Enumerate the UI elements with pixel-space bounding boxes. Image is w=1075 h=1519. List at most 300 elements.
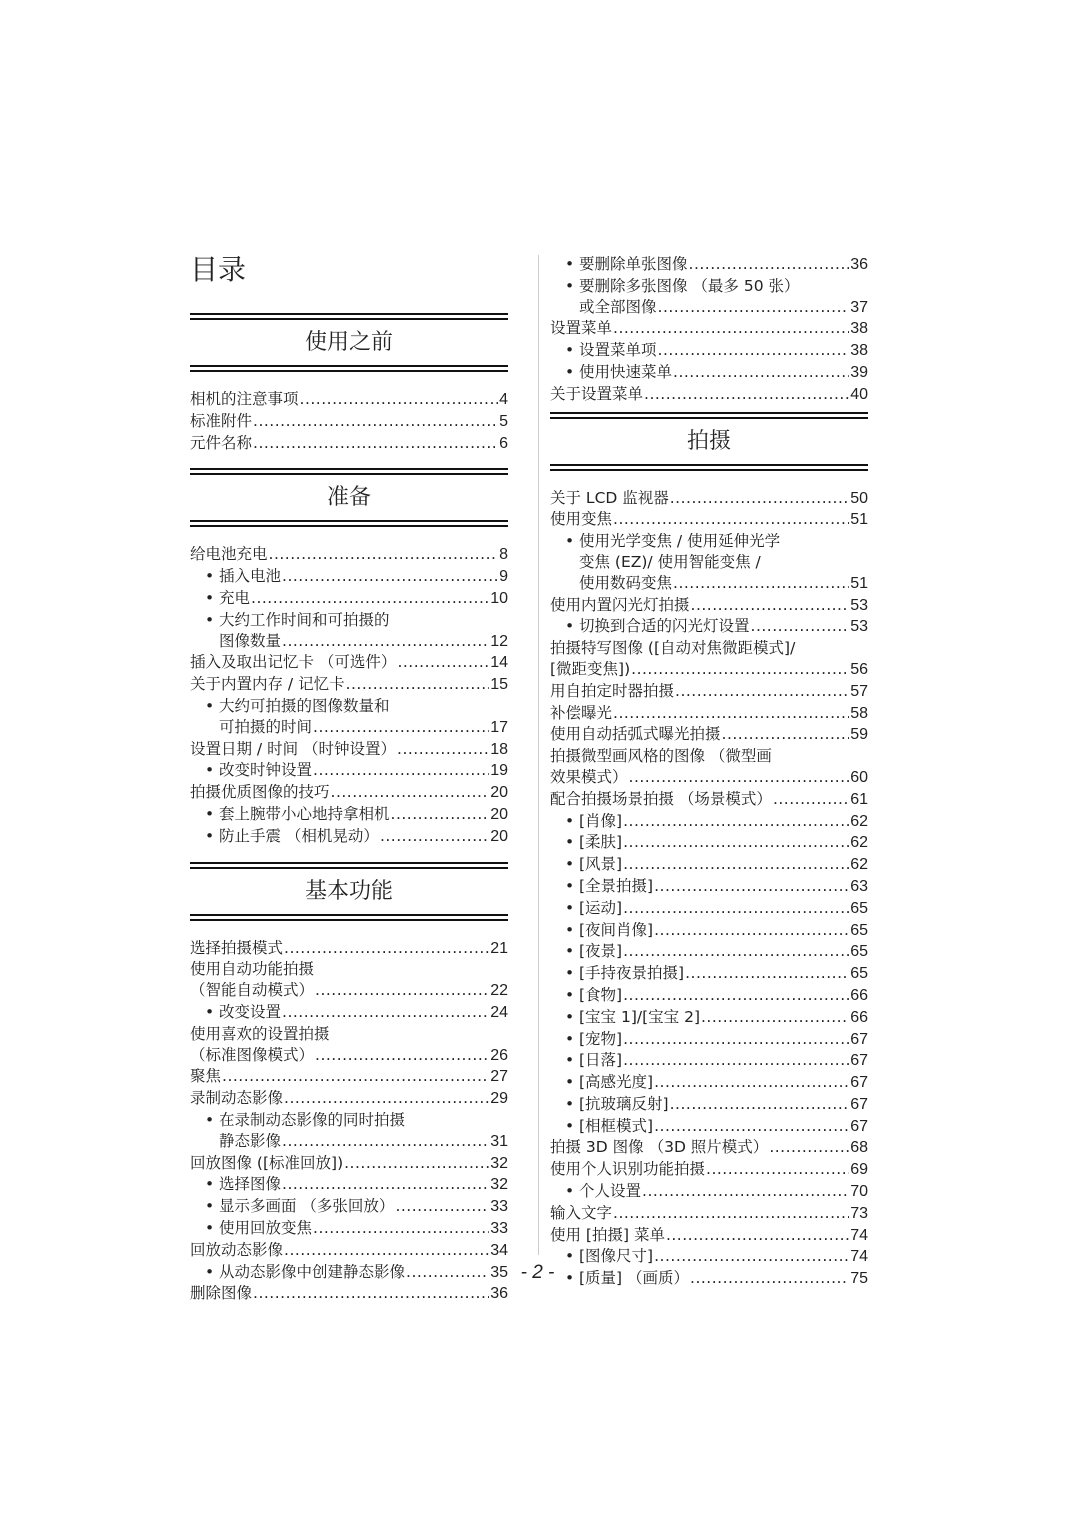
dot-leader (623, 811, 849, 832)
toc-entry-row (550, 488, 868, 510)
bullet-icon: • (565, 276, 575, 295)
toc-entry[interactable] (190, 696, 508, 739)
dot-leader (613, 509, 849, 530)
toc-entry-label: 使用回放变焦 (219, 1218, 313, 1237)
toc-entry-line: 使用喜欢的设置拍摄 (190, 1024, 330, 1043)
dot-leader (631, 659, 849, 680)
toc-entry-row (190, 544, 508, 566)
bullet-icon: • (565, 1269, 575, 1288)
dot-leader (222, 1066, 489, 1087)
toc-entry[interactable] (190, 1088, 508, 1110)
dot-leader (773, 789, 849, 810)
dot-leader (769, 1137, 849, 1158)
bullet-icon: • (565, 362, 575, 381)
toc-page-number: 65 (850, 899, 868, 917)
toc-entry[interactable] (550, 746, 868, 789)
toc-entry-row (579, 573, 868, 595)
toc-entry[interactable] (550, 595, 868, 617)
toc-entry-row (190, 782, 508, 804)
toc-entry-label: [质量] （画质） (579, 1269, 690, 1288)
toc-entry-row (579, 941, 868, 963)
toc-entries (550, 488, 868, 1290)
toc-page-number: 21 (490, 939, 508, 957)
dot-leader (644, 384, 849, 405)
toc-entry[interactable] (550, 985, 868, 1007)
toc-entry[interactable] (550, 1137, 868, 1159)
toc-entry[interactable] (190, 1024, 508, 1067)
dot-leader (623, 941, 849, 962)
toc-entry-row (550, 724, 868, 746)
dot-leader (654, 920, 849, 941)
toc-page-number: 70 (850, 1183, 868, 1201)
toc-entry[interactable] (550, 531, 868, 594)
toc-entry[interactable] (190, 1153, 508, 1175)
bullet-icon: • (205, 696, 215, 715)
bullet-icon: • (565, 876, 575, 895)
toc-page-number: 51 (850, 574, 868, 592)
toc-entry[interactable] (190, 959, 508, 1002)
toc-entry-label: 防止手震 （相机晃动） (219, 826, 379, 845)
dot-leader (613, 1203, 849, 1224)
toc-entry-line: 拍摄微型画风格的图像 （微型画 (550, 747, 772, 766)
toc-entry[interactable] (550, 638, 868, 681)
toc-entry[interactable] (550, 488, 868, 510)
toc-page-number: 32 (490, 1176, 508, 1194)
toc-page-number: 5 (499, 412, 508, 430)
toc-entry[interactable] (190, 1174, 508, 1196)
toc-page-number: 20 (490, 805, 508, 823)
toc-entry[interactable] (190, 610, 508, 653)
dot-leader (282, 631, 489, 652)
toc-entry[interactable] (190, 1066, 508, 1088)
toc-entry-label: 使用自动括弧式曝光拍摄 (550, 725, 721, 744)
toc-entry-row (550, 318, 868, 340)
toc-page-number: 58 (850, 704, 868, 722)
toc-entry-row (190, 938, 508, 960)
toc-entry[interactable] (550, 1203, 868, 1225)
bullet-icon: • (565, 532, 575, 551)
toc-entry-row (550, 1225, 868, 1247)
dot-leader (751, 616, 850, 637)
column-divider (538, 255, 539, 1255)
toc-page-number: 6 (499, 434, 508, 452)
toc-entry-row (190, 433, 508, 455)
toc-entry-row (579, 1007, 868, 1029)
toc-entry-row (219, 588, 508, 610)
dot-leader (706, 1159, 849, 1180)
double-rule (550, 464, 868, 471)
toc-entry[interactable] (550, 254, 868, 276)
toc-entry-label: [夜间肖像] (579, 920, 654, 939)
toc-page-number: 17 (490, 718, 508, 736)
toc-entry[interactable] (550, 941, 868, 963)
bullet-icon: • (565, 341, 575, 360)
section-heading: 使用之前 (304, 330, 393, 355)
toc-entry-label: 静态影像 (219, 1131, 282, 1150)
bullet-icon: • (205, 567, 215, 586)
toc-entry[interactable] (550, 616, 868, 638)
bullet-icon: • (205, 1110, 215, 1129)
bullet-icon: • (205, 610, 215, 629)
toc-entry-label: 关于内置内存 / 记忆卡 (190, 675, 345, 694)
toc-page-number: 74 (850, 1226, 868, 1244)
dot-leader (315, 1045, 489, 1066)
bullet-icon: • (205, 1262, 215, 1281)
toc-entry-label: 使用内置闪光灯拍摄 (550, 595, 690, 614)
page-number: - 2 - (520, 1262, 555, 1283)
toc-entry-label: 切换到合适的闪光灯设置 (579, 617, 750, 636)
toc-entry-label: 标准附件 (190, 411, 253, 430)
toc-entry-row (579, 1094, 868, 1116)
toc-page-number: 62 (850, 834, 868, 852)
dot-leader (300, 389, 499, 410)
dot-leader (313, 717, 489, 738)
toc-page-number: 66 (850, 986, 868, 1004)
bullet-icon: • (205, 804, 215, 823)
toc-entry[interactable] (190, 1002, 508, 1024)
toc-entry-row (579, 254, 868, 276)
toc-entry[interactable] (190, 739, 508, 761)
dot-leader (689, 254, 850, 275)
toc-right-column (550, 254, 868, 1290)
toc-entry[interactable] (550, 832, 868, 854)
toc-entry[interactable] (190, 652, 508, 674)
toc-entry-label: 使用个人识别功能拍摄 (550, 1160, 706, 1179)
toc-entry[interactable] (550, 1072, 868, 1094)
double-rule (190, 520, 508, 527)
toc-entry[interactable] (550, 920, 868, 942)
bullet-icon: • (565, 855, 575, 874)
toc-page-number: 61 (850, 790, 868, 808)
toc-entry-row (190, 1088, 508, 1110)
toc-entry[interactable] (190, 674, 508, 696)
toc-entry[interactable] (550, 963, 868, 985)
toc-entry-row (579, 616, 868, 638)
bullet-icon: • (565, 255, 575, 273)
toc-entry-row (579, 340, 868, 362)
toc-page-number: 69 (850, 1161, 868, 1179)
toc-entry-row (579, 854, 868, 876)
toc-entry-label: 拍摄 3D 图像 （3D 照片模式） (550, 1138, 769, 1157)
toc-page-number: 33 (490, 1198, 508, 1216)
toc-entries (190, 938, 508, 1306)
toc-page-number: 14 (490, 654, 508, 672)
toc-entry-label: 回放动态影像 (190, 1240, 284, 1259)
toc-page-number: 51 (850, 511, 868, 529)
toc-section (190, 862, 508, 1306)
toc-entry[interactable] (190, 938, 508, 960)
toc-entry-row (219, 566, 508, 588)
toc-page-number: 33 (490, 1219, 508, 1237)
toc-page-number: 67 (850, 1095, 868, 1113)
toc-entry[interactable] (550, 340, 868, 362)
toc-entry-label: 拍摄优质图像的技巧 (190, 783, 330, 802)
toc-entry[interactable] (190, 433, 508, 455)
toc-page-number: 65 (850, 965, 868, 983)
toc-entry-label: 设置菜单项 (579, 341, 657, 360)
toc-entry-line: 在录制动态影像的同时拍摄 (219, 1110, 406, 1129)
toc-entry-label: 或全部图像 (579, 297, 657, 316)
dot-leader (666, 1225, 849, 1246)
toc-entry-label: 用自拍定时器拍摄 (550, 681, 675, 700)
double-rule (190, 313, 508, 320)
toc-entry-row (190, 739, 508, 761)
toc-page-number: 10 (490, 589, 508, 607)
toc-entry-label: [食物] (579, 985, 623, 1004)
toc-entry-label: 选择拍摄模式 (190, 938, 284, 957)
bullet-icon: • (565, 617, 575, 636)
toc-entry-row (579, 811, 868, 833)
toc-entry-row (219, 1002, 508, 1024)
toc-entry[interactable] (190, 411, 508, 433)
toc-entry-line: 大约工作时间和可拍摄的 (219, 610, 390, 629)
toc-page-number: 40 (850, 385, 868, 403)
toc-entry[interactable] (190, 544, 508, 566)
toc-page-number: 32 (490, 1154, 508, 1172)
dot-leader (282, 1131, 489, 1152)
section-heading: 拍摄 (686, 428, 731, 454)
toc-entry[interactable] (550, 724, 868, 746)
dot-leader (284, 1240, 489, 1261)
toc-entry-label: [宠物] (579, 1029, 623, 1048)
bullet-icon: • (565, 1247, 575, 1266)
double-rule (190, 365, 508, 372)
bullet-icon: • (205, 1197, 215, 1216)
toc-entry-row (219, 1131, 508, 1153)
toc-entry[interactable] (190, 804, 508, 826)
toc-entry-label: 插入及取出记忆卡 （可选件） (190, 653, 397, 672)
toc-entry-row (219, 717, 508, 739)
dot-leader (315, 980, 489, 1001)
toc-left-column (190, 313, 508, 1305)
toc-entry[interactable] (550, 1007, 868, 1029)
dot-leader (344, 1153, 489, 1174)
double-rule (550, 412, 868, 419)
toc-entry-label: 充电 (219, 588, 251, 607)
dot-leader (623, 854, 849, 875)
toc-entry-label: [夜景] (579, 942, 623, 961)
dot-leader (313, 760, 489, 781)
toc-entry[interactable] (550, 1029, 868, 1051)
toc-entry-row (579, 920, 868, 942)
dot-leader (670, 488, 849, 509)
dot-leader (395, 1196, 489, 1217)
dot-leader (253, 411, 498, 432)
toc-section (190, 468, 508, 847)
toc-entry-label: 显示多画面 （多张回放） (219, 1197, 395, 1216)
toc-page-number: 59 (850, 726, 868, 744)
toc-entry-label: 图像数量 (219, 631, 282, 650)
toc-entry[interactable] (550, 384, 868, 406)
toc-page-number: 38 (850, 342, 868, 360)
toc-entry-label: 删除图像 (190, 1284, 253, 1303)
toc-entry-label: 输入文字 (550, 1203, 613, 1222)
dot-leader (282, 1174, 489, 1195)
bullet-icon: • (565, 964, 575, 983)
toc-entry-label: 配合拍摄场景拍摄 （场景模式） (550, 789, 772, 808)
dot-leader (654, 1116, 849, 1137)
toc-page-number: 9 (499, 568, 508, 586)
toc-page-number: 39 (850, 363, 868, 381)
toc-entry[interactable] (550, 1225, 868, 1247)
section-heading: 基本功能 (304, 878, 393, 904)
toc-entry[interactable] (550, 1094, 868, 1116)
toc-entry-row (219, 760, 508, 782)
toc-entry-line: 拍摄特写图像 ([自动对焦微距模式]/ (550, 639, 796, 658)
bullet-icon: • (565, 898, 575, 917)
toc-entry-row (579, 297, 868, 319)
toc-entry-label: [高感光度] (579, 1073, 654, 1092)
toc-entry[interactable] (550, 789, 868, 811)
dot-leader (313, 1218, 489, 1239)
dot-leader (623, 1050, 849, 1071)
toc-entry-row (579, 898, 868, 920)
toc-page-number: 37 (850, 298, 868, 316)
toc-entry-row (190, 1240, 508, 1262)
bullet-icon: • (205, 1175, 215, 1194)
toc-entry[interactable] (190, 1283, 508, 1305)
toc-entry-label: 使用快速菜单 (579, 362, 673, 381)
toc-entry[interactable] (190, 782, 508, 804)
toc-entry-row (190, 1045, 508, 1067)
bullet-icon: • (565, 1073, 575, 1092)
toc-entry-row (190, 1066, 508, 1088)
toc-entry[interactable] (550, 362, 868, 384)
toc-entry-row (550, 767, 868, 789)
toc-page-number: 68 (850, 1139, 868, 1157)
toc-entry-row (579, 985, 868, 1007)
dot-leader (654, 876, 849, 897)
toc-entry-label: [相框模式] (579, 1116, 654, 1135)
dot-leader (654, 1072, 849, 1093)
toc-entry-row (550, 595, 868, 617)
toc-entry-row (550, 703, 868, 725)
toc-page-number: 50 (850, 489, 868, 507)
toc-entries (190, 544, 508, 847)
dot-leader (269, 544, 499, 565)
toc-entry-row (550, 509, 868, 531)
toc-entry[interactable] (190, 1196, 508, 1218)
toc-entry-row (579, 1029, 868, 1051)
dot-leader (701, 1007, 849, 1028)
toc-entry-label: 改变时钟设置 (219, 761, 313, 780)
toc-entry[interactable] (550, 898, 868, 920)
toc-entry-label: 给电池充电 (190, 545, 268, 564)
dot-leader (613, 318, 849, 339)
toc-entry-row (550, 789, 868, 811)
dot-leader (675, 681, 849, 702)
toc-entry-label: （标准图像模式） (190, 1045, 315, 1064)
toc-entry-label: （智能自动模式） (190, 981, 315, 1000)
dot-leader (691, 595, 850, 616)
dot-leader (685, 963, 849, 984)
toc-entry[interactable] (550, 876, 868, 898)
dot-leader (282, 1002, 489, 1023)
toc-entry[interactable] (550, 703, 868, 725)
dot-leader (282, 566, 498, 587)
toc-entry-label: 改变设置 (219, 1002, 282, 1021)
toc-entry-label: [运动] (579, 898, 623, 917)
dot-leader (658, 340, 850, 361)
bullet-icon: • (565, 1007, 575, 1026)
toc-entry-row (579, 1116, 868, 1138)
toc-entry[interactable] (550, 276, 868, 319)
dot-leader (331, 782, 490, 803)
toc-page-number: 67 (850, 1030, 868, 1048)
toc-entry[interactable] (190, 1110, 508, 1153)
toc-entry[interactable] (550, 318, 868, 340)
dot-leader (284, 938, 489, 959)
toc-entry-row (550, 681, 868, 703)
toc-entry-label: 使用变焦 (550, 510, 613, 529)
toc-entry[interactable] (190, 1218, 508, 1240)
toc-entry-label: [图像尺寸] (579, 1247, 654, 1266)
toc-entry[interactable] (190, 1240, 508, 1262)
toc-page-number: 36 (850, 256, 868, 273)
toc-entry-row (190, 674, 508, 696)
toc-entry-label: [日落] (579, 1051, 623, 1070)
dot-leader (284, 1088, 489, 1109)
toc-entry-row (219, 1174, 508, 1196)
toc-page-number: 35 (490, 1263, 508, 1281)
toc-entry[interactable] (190, 389, 508, 411)
dot-leader (613, 703, 849, 724)
dot-leader (658, 297, 850, 318)
toc-entry[interactable] (190, 566, 508, 588)
toc-entry-line: 使用自动功能拍摄 (190, 960, 315, 979)
toc-entry[interactable] (550, 1159, 868, 1181)
toc-page-number: 57 (850, 682, 868, 700)
toc-entry[interactable] (190, 588, 508, 610)
toc-entry-label: [手持夜景拍摄] (579, 964, 685, 983)
double-rule (190, 862, 508, 869)
toc-entry[interactable] (550, 681, 868, 703)
toc-entry[interactable] (190, 826, 508, 848)
bullet-icon: • (205, 588, 215, 607)
double-rule (190, 468, 508, 475)
toc-page-number: 8 (499, 546, 508, 564)
bullet-icon: • (565, 1094, 575, 1113)
toc-page-number: 67 (850, 1117, 868, 1135)
toc-entry-row (579, 362, 868, 384)
toc-entry[interactable] (550, 1050, 868, 1072)
toc-page-number: 75 (850, 1270, 868, 1288)
bullet-icon: • (565, 985, 575, 1004)
toc-entry[interactable] (550, 509, 868, 531)
toc-entry-row (550, 384, 868, 406)
toc-page-number: 26 (490, 1046, 508, 1064)
bullet-icon: • (565, 1116, 575, 1135)
dot-leader (346, 674, 490, 695)
toc-entry[interactable] (550, 811, 868, 833)
toc-page-number: 62 (850, 812, 868, 830)
toc-entry-label: 选择图像 (219, 1175, 282, 1194)
section-heading: 准备 (326, 485, 371, 511)
dot-leader (397, 652, 489, 673)
toc-page-number: 56 (850, 660, 868, 678)
toc-entry-label: 补偿曝光 (550, 703, 613, 722)
toc-entry-label: 效果模式） (550, 767, 628, 786)
toc-entry-line: 变焦 (EZ)/ 使用智能变焦 / (579, 552, 761, 571)
bullet-icon: • (205, 761, 215, 780)
toc-entry[interactable] (190, 760, 508, 782)
toc-entry[interactable] (550, 854, 868, 876)
dot-leader (670, 1094, 850, 1115)
toc-entry-line: 要删除多张图像 （最多 50 张） (579, 276, 800, 295)
toc-entry[interactable] (550, 1116, 868, 1138)
toc-page-number: 38 (850, 320, 868, 338)
toc-entry[interactable] (550, 1181, 868, 1203)
